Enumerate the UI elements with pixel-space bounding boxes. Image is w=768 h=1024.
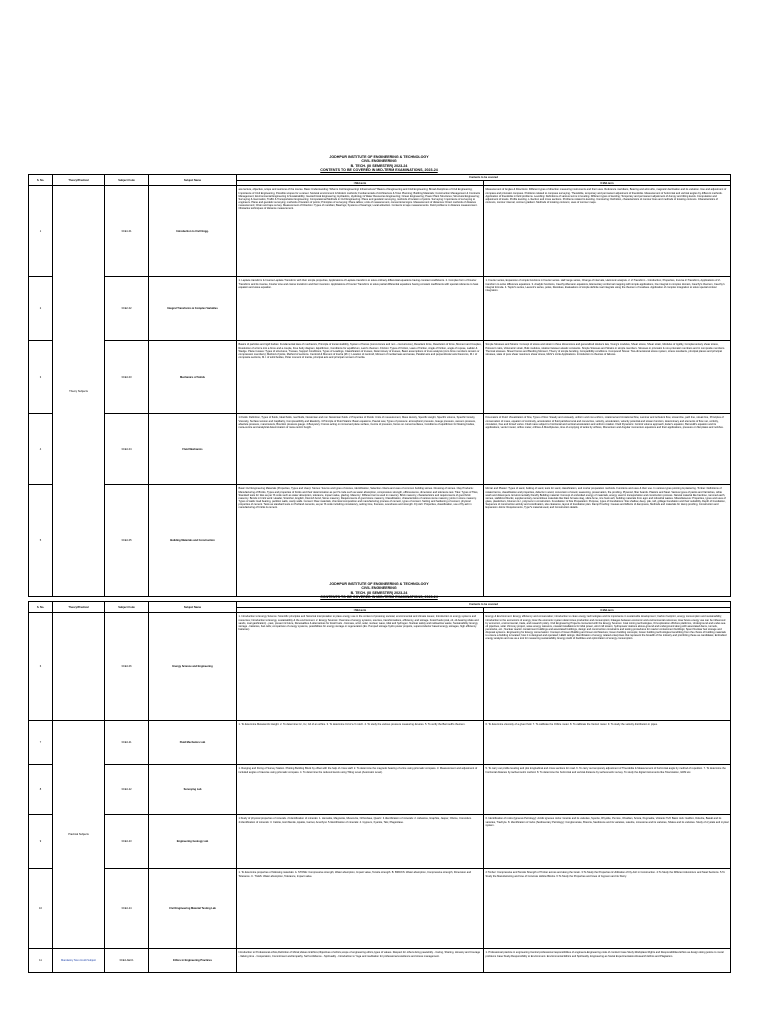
row-subject: Building Materials and Construction (149, 485, 237, 597)
row-subject: Integral Transforms & Complex Variables (149, 277, 237, 341)
table-row (29, 485, 731, 597)
program-name: B. TECH. (III SEMESTER) 2023-24 (350, 163, 408, 168)
row-mid2: 6. To determine viscosity of a given fluid. 7. To calibrate the Orifice meter. 8. To calibrate the Venturi meter. 9. To study the velocity distribution in pipes. (484, 721, 731, 765)
page-2 (28, 582, 730, 973)
table-row (29, 186, 731, 277)
category-mandatory: Mandatory Non-Credit Subject (53, 949, 105, 973)
row-mid2: Measurement of Angles & Directions: Different types of direction measuring instruments and their uses. Reference meridians, Bearing and azimuths, magnetic declination and its variation. Use and adjustment of compass and prismatic compass. Problems related to compass surveying. Theodolite, temporary and permanent adjustment of theodolite. Measurement of horizontal and vertical angles by different methods. Application of theodolite in field problems. Levelling: Definitions of various terms in leveling. Different types of leveling; Temporary and permanent adjustment of dumpy and tilting levels. Computation and adjustment of levels. Profile leveling. L-Section and cross sections. Problems related to leveling. Contouring: Definition, characteristics of contour lines and methods of locating contours. Characteristics of contours, contour interval, contour gradient. Methods of locating contours; uses of contour maps. (484, 186, 731, 277)
row-mid1: Basics of particles and rigid bodies: Fundamental laws of mechanics, Principle of transmissibility, System of forces (concurrence and non - concurrence), Resultant force, Resolution of force, Moment and Couples, Resolution of a force into a force and a couple, Free body diagram, Equilibrium, Conditions for equilibrium, Lami's theorem. Friction: Types of friction, Laws of friction, Angle of friction, angle of repose, Ladder & Wedge. Plane trusses: Types of structures, Trusses, Support Conditions, Types of Loadings, Classification of trusses, Determinacy of trusses, Basic assumptions of truss analysis (zero force members tension or compression members); Method of joints, Method of sections. Centroid & Moment of Inertia (M.I.): Location of centroid, Moment of inertia/mass and areas, Parallel axis and perpendicular axis theorems, M.I. of composite sections, M.I. of solid bodies, Polar moment of inertia, principal axis and principal moment of inertia. (237, 341, 484, 414)
row-sno: 2 (29, 277, 53, 341)
row-mid2: 2.Timber: Compressive and Tensile Strength of Timber across and along the Grain. 3.To Study the Properties & Utilization of Fly Ash in Construction. 4.To Study the Different Aluminium and Steel Sections. 5.To Study the Manufacturing and Use of Concrete Hollow Blocks. 6.To Study the Properties and Uses of Gypsum and its Slurry. (484, 869, 731, 949)
col-mid2: II Mid-term (484, 180, 731, 186)
row-sno: 7 (29, 721, 53, 765)
row-sno: 9 (29, 815, 53, 869)
program-name: B. TECH. (III SEMESTER) 2023-24 (350, 590, 408, 595)
row-subject: Engineering Geology Lab (149, 815, 237, 869)
row-sno: 3 (29, 341, 53, 414)
table-row (29, 721, 731, 765)
row-code: 3CE2-02 (105, 277, 149, 341)
row-mid2: 5. To carry out profile leveling and plot longitudinal and cross sections for road. 6. To carry out temporary adjustment of Theodolite & Measurement of horizontal angle by method of repetition. 7. To determine the horizontal distance by tacheometric method. 8. To determine the horizontal and vertical distance by tacheometric survey. To study the digital instruments like Total station, GDM etc. (484, 765, 731, 815)
table-row (29, 949, 731, 973)
row-mid2: 1. Professional practice in engineering Central professional responsibilities of engineers-Engineering code of conduct Case Study-Workplace Rights and Responsibilities Ethics as design doing justice to moral problems Case Study-Responsibility to Environment. Environmental Ethics and Spirituality. Engineering as Social Experimentation-Research Ethics and Plagiarism. (484, 949, 731, 973)
row-mid2: 1. Fourier series, Expansion of simple functions in Fourier series. Half range series, Change of intervals, Harmonic analysis. 2. Z-Transform - Introduction, Properties, Inverse Z-Transform, Applications of Z-transform to solve difference equations. 3. Analytic functions, Cauchy-Riemann equations, Elementary conformal mapping with simple applications, line integral in complex domain, Cauchy's theorem, Cauchy's integral formula. 4. Taylor's series, Laurent's series, poles, Residues, Evaluations of simple definite real integrals using the theorem of residues. Application of complex integration to solve special contour integration. (484, 277, 731, 341)
syllabus-table-2 (28, 601, 731, 973)
row-subject: Civil Engineering Material Testing Lab (149, 869, 237, 949)
row-mid1: 1. Laplace transform & Inverse Laplace Transform with their simple properties, Applications of Laplace transform to solve ordinary differential equations having constant coefficients. 2. Complex form of Fourier Transform and its inverse, Fourier sine and cosine transform and their inversion. Applications of Fourier Transform to solve partial differential equations having constant coefficients with special reference to heat equation and wave equation. (237, 277, 484, 341)
row-sno: 4 (29, 414, 53, 485)
col-mid1: I Mid-term (237, 607, 484, 613)
col-subject-name: Subject Name (149, 175, 237, 186)
row-mid2: 6. Identification of rocks (Igneous Petrology): Acidic igneous rocks: Granite and its varieties, Syenite, Rhyolite, Pumice, Obsidian, Scoria, Pegmatite, Volcanic Tuff. Basic rock: Gabbro, Dolerite, Basalt and its varieties, Trachyte. 8. Identification of rocks (Sedimentary Petrology): Conglomerate, Breccia, Sandstone and its varieties, Laterite, Limestone and its varieties, Shales and its varieties. Study of crystals and crystal system. (484, 815, 731, 869)
syllabus-table-1 (28, 174, 731, 597)
row-mid1: 1.Fluids: Definition, Types of fluids, Ideal fluids, real fluids, Newtonian and non Newtonian fluids. 2.Properties of Fluids: Units of measurement, Mass density, Specific weight, Specific volume, Specific Gravity, Viscosity, Surface tension and Capillarity, Compressibility and Elasticity. 3.Principle of Fluid Statics: Basic equations, Pascal Law, Types of pressure: atmospheric pressure, Gauge pressure, vacuum pressure, absolute pressure, manometers, Bourdon pressure gauge. 4.Buoyancy: Forces acting on immersed plane surface, Centre of pressure, forces on curved surfaces, Conditions of equilibrium for floating bodies, meta-centre and analytical determination of meta centric height. (237, 414, 484, 485)
table-row (29, 341, 731, 414)
row-mid2: Mortar and Plaster: Types of sand, bulking of sand, tests for sand, classification, and mortar preparation methods. Functions and uses & their use. In various types pointing & plastering. Timber: Definitions of related terms, classification and properties, defects in wood, conversion of wood, seasoning, preservation, fire proofing. Plywood, fiber boards. Plastics and Steel. Various types of paints and Varnishes, white wash and distempers. Environmentally friendly Building material: Concept of embodied energy of materials, energy used in transportation and construction process. Natural material like bamboo, rammed earth, stones, stabilized blocks; supplementary cementitious materials like blast furnace slag, silica fume, rice husk ash; building materials from agro and industrial wastes. Miscellaneous: Properties, types and uses of glass, plasticizers, bitumen & c, polymers in construction. Foundation: & Site Preparation: Purpose, types of foundations: Site shallow, deep, pile, raft, grillage foundation and their suitability. Depth of foundation, Sequence of construction activity and coordination, site clearance, layout of foundation plan. Damp Proofing: Causes and Effects of dampness, Methods and materials for damp proofing, Construction and Expansion Joints: Requirements, Type*s material used, and Construction details. (484, 485, 731, 597)
row-code: 3CE4-23 (105, 815, 149, 869)
row-mid2: Simple Stresses and Strains: Concept of stress and strain in three dimensions and generalized Hooke's law, Young's modulus, Shear stress, Shear strain, Modulus of rigidity, Complementary shear stress, Poisson's ratio, Volumetric strain, Bulk modulus, relation between elastic constants. Simple Stresses and Strains in simple members. Stresses in prismatic & non-prismatic members and in composite members. Thermal stresses. Shear Forces and Bending Moment, Theory of simple bending, Compatibility conditions. Compound Stress: Two-dimensional stress system, stress resultants, principal planes and principal stresses, state of pure shear maximum shear stress, Mohr's circle Applications. Introduction to theories of failures. (484, 341, 731, 414)
row-mid1: Basic Civil Engineering Materials (Properties, Types and Uses): Stones: Source and types of stones, identification, Selection criteria and uses of common building stones. Dressing of stones. Clay Products: Manufacturing of Bricks, Types and properties of bricks and their determination as per IS code such as water absorption, compressive strength, efflorescence, dimension and tolerance test. Tiles: Types of Tiles, Standard tests for tiles as per IS code such as water absorption, tolerance, impact value, glazing. Masonry: Different terms used in masonry. Brick masonry, characteristics and requirements of good brick masonry. Bonds in brick work: Header, Stretcher, English, Flemish bond, Stone masonry, Requirements of good stone masonry, Classification, characteristics of various stone masonry, joints in stone masonry. Types of walls: load bearing, partition walls, cavity walls. Cement: Raw materials, chemical composition and manufacturing process of cement, types of cement. Setting and hardening of cement, physical properties of cement. Tests as standard tests on Portland cements, as per IS code including consistency, setting time, fineness, soundness and strength. Fly Ash: Properties, classification, use of fly ash in manufacturing of bricks & cement. (237, 485, 484, 597)
row-code: 3CE1-01 (105, 186, 149, 277)
row-sno: 10 (29, 869, 53, 949)
category-theory: Theory Subjects (53, 186, 105, 597)
row-code: 3CE4-AEC1 (105, 949, 149, 973)
department-name: CIVIL ENGINEERING (361, 586, 397, 591)
row-code: 3CE4-03 (105, 341, 149, 414)
row-subject: Energy Science and Engineering (149, 613, 237, 721)
row-mid1: 1.Study of physical properties of minerals. 2.Identification of minerals: 1. Hematite, Magnetite, Muscovite, Orthoclase, Quartz. 3.Identification of minerals: 2. Asbestos, Graphite, Jasper, Olivine, Corundum. 4.Identification of minerals: 3. Calcite, Hornblende, Apatite, Garnet, Amethyst. 5.Identification of minerals: 4. Gypsum, Kyanite, Talc, Plagioclase. (237, 815, 484, 869)
col-subject-code: Subject Code (105, 175, 149, 186)
row-mid1: 1. Introduction to Energy Science: Scientific principles and historical interpretation to place energy use in the context of pressing societal, environmental and climate issues; Introduction to energy systems and resources; Introduction to Energy, sustainability & the environment. 2. Energy Sources: Overview of energy systems, sources, transformations, efficiency, and storage. Fossil fuels (coal, oil, oil-bearing shale and sands, coal gasification) - past, present & future, Renewables & alternatives for fossil fuels - biomass, wind, solar, nuclear, wave, tidal and hydrogen. Nuclear safety and radioactive waste; Sustainability, Energy storage - batteries, fuel cells; comparison of energy systems, possibilities for energy storage or regeneration (Ex. Pumped storage hydro power projects, superconductor based energy storages, high efficiency batteries) (237, 613, 484, 721)
row-code: 3CE4-22 (105, 765, 149, 815)
page-2-header (28, 582, 730, 599)
category-cell (53, 613, 105, 721)
row-subject: Fluid Mechanics Lab (149, 721, 237, 765)
contents-title: CONTENTS TO BE COVERED IN MID-TERM EXAMINATIONS, 2023-24 (320, 594, 438, 599)
row-code: 3CE4-05 (105, 485, 149, 597)
row-code: 3CE4-21 (105, 721, 149, 765)
row-mid1: Introduction to Professional ethics,Definition of Moral,Values & Ethics,Objectives of ethics,scope of engineering ethics,types of values. Respect for others-living peacefully - Caring, Sharing, Honesty and Courage - Valuing time - Cooperation, Commitment and Empathy. Self confidence - Spirituality - Introduction to Yoga and meditation for professional excellence and stress management. (237, 949, 484, 973)
row-sno: 11 (29, 949, 53, 973)
row-subject: Mechanics of Solids (149, 341, 237, 414)
row-code: 3CE4-24 (105, 869, 149, 949)
row-mid1: 1. To determine properties of following materials: A. STONE: Compressive strength, Water absorption, Impact value, Tensile strength. B. BRICKS: Water absorption, Compressive strength, Dimension and Tolerance. C. TILES: Water absorption, Tolerance, Impact value. (237, 869, 484, 949)
row-subject: Ethics in Engineering Practices (149, 949, 237, 973)
row-mid2: Energy & Environment: Energy efficiency and conservation; introduction to clean energy technologies and its importance in sustainable development; Carbon footprint, energy consumption and sustainability; introduction to the economics of energy; How the economic system determines production and consumption; linkages between economic and environmental outcomes; How future energy use can be influenced by economic, environmental, trade, and research policy. Civil Engineering Projects connected with the Energy Sources: Coal mining technologies, Oil exploration offshore platforms, Underground and under-sea oil pipelines, solar chimney project, wave energy caissons, coastal installations for tidal power, wind mill towers; hydropower stations above-ground and underground along with associated dams, tunnels, penstocks, etc.; Nuclear reactor containment buildings and associated buildings, design and construction constraints and testing procedures for reactor containment buildings; Spent Nuclear fuel storage and disposal systems. Engineering for Energy conservation: Concept of Green Building and Green Architecture; Green building concepts; Green building technologies benefitting from the choice of building materials to ensure a building is located; how it is designed and operated; LEED ratings; Identification of energy related enterprises that represent the breadth of the industry and prioritizing these as candidates; Embodied energy analysis and use as a tool for measuring sustainability. Energy Audit of Facilities and optimization of energy consumption. (484, 613, 731, 721)
table-row (29, 613, 731, 721)
col-theory-practical: Theory/Practical (53, 602, 105, 613)
col-mid1: I Mid-term (237, 180, 484, 186)
col-subject-code: Subject Code (105, 602, 149, 613)
category-practical: Practical Subjects (53, 721, 105, 949)
row-mid1: 1. Ranging and Fixing of Survey Station. Plotting Building Block by offset with the help of cross staff. 2. To determine the magnetic bearing of a line using prismatic compass. 3. Measurement and adjustment of included angles of traverse using prismatic compass. 4. To determine the reduced levels using Tilting Level (Automatic Level). (237, 765, 484, 815)
table-row (29, 815, 731, 869)
row-sno: 5 (29, 485, 53, 597)
col-theory-practical: Theory/Practical (53, 175, 105, 186)
row-mid2: Kinematics of Fluid: Visualization of flow, Types of flow: Steady and unsteady, uniform and non-uniform, rotational and irrotational flow, Laminar and turbulent flow, streamline, path line, streak line, Principles of conservation of mass, equation of continuity, acceleration of fluid particles local and convective, velocity, acceleration, velocity potential and stream function, determinacy and elements of flow net, vorticity, circulation, free and forced vortex. Fluid mass subject to horizontal and vertical acceleration and uniform rotation. Fluid Dynamics: Control volume approach, Euler's equation, Bernoulli's equation and its applications, venturi meter, orifice meter, orifices & Mouthpieces, time of emptying of tanks by orifices, Momentum and Angular momentum equations and their applications, pressure on flat plates and nozzles. (484, 414, 731, 485)
row-mid1: 1. To determine Metacentric Height. 2. To determine Cc, Cv, Cd of an orifice. 3. To determine Cd of a V notch. 4. To study the various pressure measuring devices. 5. To verify the Bernoulli's theorem. (237, 721, 484, 765)
page-1-header (28, 155, 730, 172)
row-subject: Surveying Lab (149, 765, 237, 815)
department-name: CIVIL ENGINEERING (361, 159, 397, 164)
col-mid2: II Mid-term (484, 607, 731, 613)
col-contents: Contents to be covered (237, 175, 731, 181)
row-subject: Introduction to Civil Engg. (149, 186, 237, 277)
row-code: 3CE4-06 (105, 613, 149, 721)
row-sno: 1 (29, 186, 53, 277)
table-row (29, 277, 731, 341)
contents-title: CONTENTS TO BE COVERED IN MID-TERM EXAMINATIONS, 2023-24 (320, 167, 438, 172)
table-row (29, 765, 731, 815)
institute-name: JODHPUR INSTITUTE OF ENGINEERING & TECHNOLOGY (329, 155, 429, 159)
row-code: 3CE4-04 (105, 414, 149, 485)
table-row (29, 414, 731, 485)
col-contents: Contents to be covered (237, 602, 731, 608)
col-sno: S. No. (29, 175, 53, 186)
col-subject-name: Subject Name (149, 602, 237, 613)
table-row (29, 869, 731, 949)
page-1 (28, 155, 730, 597)
row-sno: 8 (29, 765, 53, 815)
row-sno: 6 (29, 613, 53, 721)
row-mid1: ace lecture, objective, scope and outcome of the course. Basic Understanding: What is Civil Engineering/ Infrastructure? Basics of Engineering and Civil Engineering; Broad disciplines of Civil Engineering; Importance of Civil Engineering, Possible scopes for a career. Societal environment & Modern methods; Fundamentals of Architecture & Town Planning; Building Materials; Construction Management & Contracts Management; Environmental Engineering & Sustainability; Geotechnical Engineering; Hydraulics, Hydrology & Water Resources Engineering; Ocean Engineering; Power Plant Structures; Structural Engineering; Surveying & Geomatics; Traffic & Transportation Engineering; Computational Methods in Civil Engineering. Plane and geodetic surveying, methods of location of points. Surveying: Importance of surveying to engineers. Plane and geodetic surveying; methods of location of points; Principles of surveying; Plane tables; units of measurement, conventional signs. Measurement of distances: Direct methods of distance measurement; Chain and tape survey. Measurement of Direction: Types of meridian; Bearings; Systems of bearings; Local attraction. Contents to tape measurements. Field problems in distance measurement. Obstacles techniques of distance measurement. (237, 186, 484, 277)
row-subject: Fluid Mechanics (149, 414, 237, 485)
col-sno: S. No. (29, 602, 53, 613)
institute-name: JODHPUR INSTITUTE OF ENGINEERING & TECHNOLOGY (329, 582, 429, 586)
